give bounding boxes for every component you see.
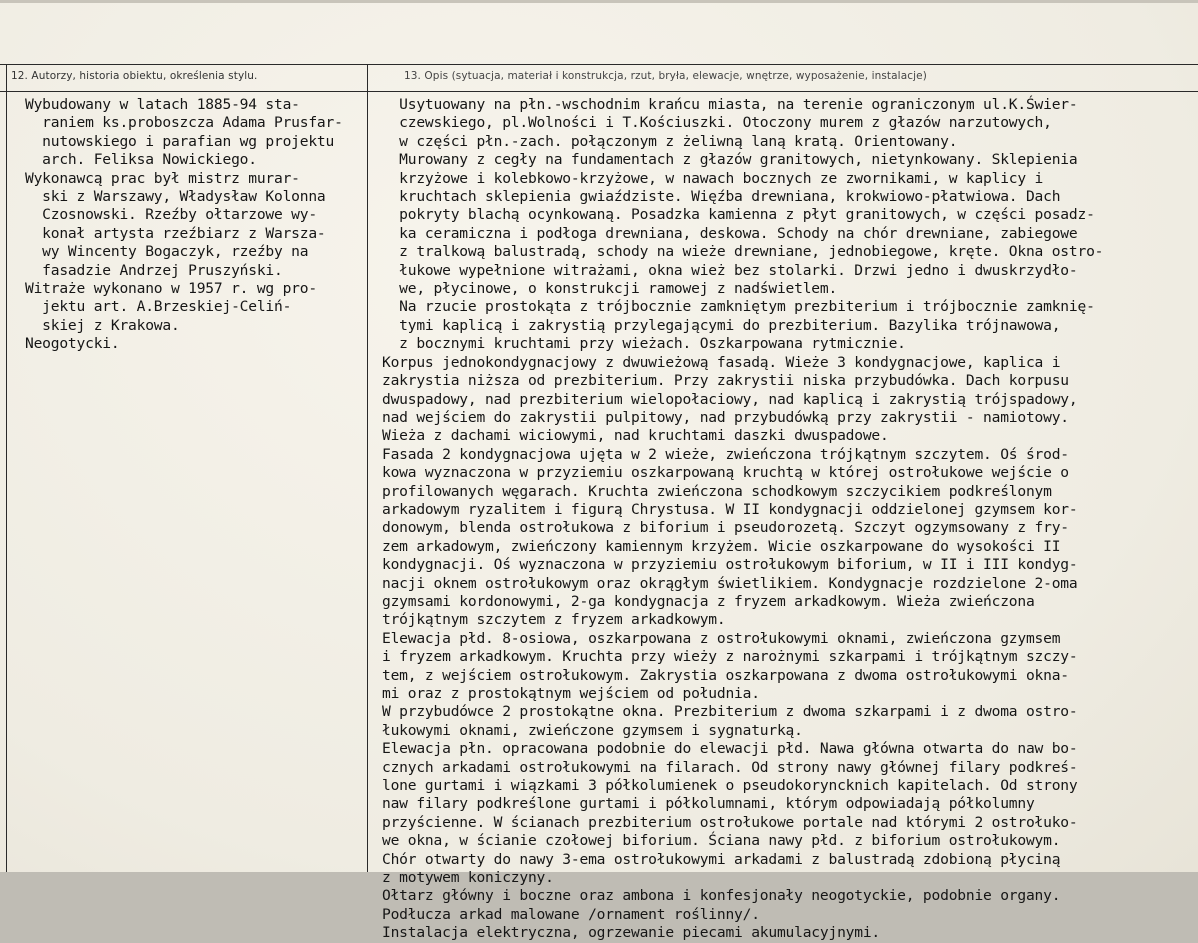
left-border-rule bbox=[6, 64, 7, 872]
description-line: cznych arkadami ostrołukowymi na filarach. Od strony nawy głównej filary podkreś- bbox=[382, 758, 1078, 776]
description-line: z motywem koniczyny. bbox=[382, 869, 554, 887]
description-line: Chór otwarty do nawy 3-ema ostrołukowymi arkadami z balustradą zdobioną płyciną bbox=[382, 850, 1061, 868]
description-line: zem arkadowym, zwieńczony kamiennym krzyżem. Wicie oszkarpowane do wysokości II bbox=[382, 537, 1061, 555]
description-line: nad wejściem do zakrystii pulpitowy, nad przybudówką przy zakrystii - namiotowy. bbox=[382, 408, 1069, 426]
description-line: kowa wyznaczona w przyziemiu oszkarpowaną kruchtą w której ostrołukowe wejście o bbox=[382, 464, 1069, 482]
description-line: Korpus jednokondygnacjowy z dwuwieżową fasadą. Wieże 3 kondygnacjowe, kaplica i bbox=[382, 353, 1061, 371]
description-line: gzymsami kordonowymi, 2-ga kondygnacja z fryzem arkadkowym. Wieża zwieńczona bbox=[382, 592, 1035, 610]
description-line: zakrystia niższa od prezbiterium. Przy zakrystii niska przybudówka. Dach korpusu bbox=[382, 372, 1069, 390]
description-line: lone gurtami i wiązkami 3 półkolumienek o pseudokoryncknich kapitelach. Od strony bbox=[382, 777, 1078, 795]
description-line: Usytuowany na płn.-wschodnim krańcu miasta, na terenie ograniczonym ul.K.Świer- bbox=[382, 96, 1078, 113]
history-line: Wykonawcą prac był mistrz murar- bbox=[25, 169, 300, 187]
description-line: tem, z wejściem ostrołukowym. Zakrystia oszkarpowana z dwoma ostrołukowymi okna- bbox=[382, 666, 1069, 684]
header-bottom-rule bbox=[0, 91, 1198, 92]
description-line: łukowe wypełnione witrażami, okna wież bez stolarki. Drzwi jedno i dwuskrzydło- bbox=[382, 261, 1078, 279]
description-line: profilowanych węgarach. Kruchta zwieńczona schodkowym szczycikiem podkreślonym bbox=[382, 482, 1052, 500]
description-line: tymi kaplicą i zakrystią przylegającymi do prezbiterium. Bazylika trójnawowa, bbox=[382, 316, 1061, 334]
description-line: we, płycinowe, o konstrukcji ramowej z nadświetlem. bbox=[382, 280, 838, 298]
history-line: fasadzie Andrzej Pruszyński. bbox=[25, 261, 283, 279]
description-line: w części płn.-zach. połączonym z żeliwną laną kratą. Orientowany. bbox=[382, 132, 958, 150]
description-line: donowym, blenda ostrołukowa z biforium i pseudorozetą. Szczyt ogzymsowany z fry- bbox=[382, 519, 1069, 537]
description-line: Fasada 2 kondygnacjowa ujęta w 2 wieże, zwieńczona trójkątnym szczytem. Oś środ- bbox=[382, 445, 1069, 463]
description-line: naw filary podkreślone gurtami i półkolumnami, którym odpowiadają półkolumny bbox=[382, 795, 1035, 813]
history-line: skiej z Krakowa. bbox=[25, 316, 180, 334]
description-line: z tralkową balustradą, schody na wieże drewniane, jednobiegowe, kręte. Okna ostro- bbox=[382, 243, 1104, 261]
description-line: Na rzucie prostokąta z trójbocznie zamkniętym prezbiterium i trójbocznie zamknię- bbox=[382, 298, 1095, 316]
description-line: ka ceramiczna i podłoga drewniana, deskowa. Schody na chór drewniane, zabiegowe bbox=[382, 224, 1078, 242]
description-line: arkadowym ryzalitem i figurą Chrystusa. W II kondygnacji oddzielonej gzymsem kor- bbox=[382, 500, 1078, 518]
description-line: Ołtarz główny i boczne oraz ambona i konfesjonały neogotyckie, podobnie organy. bbox=[382, 887, 1061, 905]
description-line: przyścienne. W ścianach prezbiterium ostrołukowe portale nad którymi 2 ostrołuko- bbox=[382, 813, 1078, 831]
section-13-header: 13. Opis (sytuacja, materiał i konstrukcja, rzut, bryła, elewacje, wnętrze, wyposażenie, instalacje) bbox=[404, 70, 927, 82]
description-line: czewskiego, pl.Wolności i T.Kościuszki. Otoczony murem z głazów narzutowych, bbox=[382, 114, 1052, 132]
history-line: jektu art. A.Brzeskiej-Celiń- bbox=[25, 298, 292, 316]
history-line: konał artysta rzeźbiarz z Warsza- bbox=[25, 224, 326, 242]
description-column bbox=[382, 96, 1103, 943]
description-line: krzyżowe i kolebkowo-krzyżowe, w nawach bocznych ze zwornikami, w kaplicy i bbox=[382, 169, 1044, 187]
history-line: wy Wincenty Bogaczyk, rzeźby na bbox=[25, 243, 309, 261]
description-line: dwuspadowy, nad prezbiterium wielopołaciowy, nad kaplicą i zakrystią trójspadowy, bbox=[382, 390, 1078, 408]
column-divider-rule bbox=[367, 64, 368, 872]
sheet-top-edge bbox=[0, 0, 1198, 3]
history-line: nutowskiego i parafian wg projektu bbox=[25, 132, 335, 150]
description-line: we okna, w ścianie czołowej biforium. Ściana nawy płd. z biforium ostrołukowym. bbox=[382, 832, 1061, 850]
history-line: arch. Feliksa Nowickiego. bbox=[25, 151, 257, 169]
history-line: Neogotycki. bbox=[25, 335, 120, 353]
history-line: raniem ks.proboszcza Adama Prusfar- bbox=[25, 114, 343, 132]
description-line: Elewacja płd. 8-osiowa, oszkarpowana z ostrołukowymi oknami, zwieńczona gzymsem bbox=[382, 629, 1061, 647]
history-column bbox=[25, 96, 343, 354]
description-line: nacji oknem ostrołukowym oraz okrągłym świetlikiem. Kondygnacje rozdzielone 2-oma bbox=[382, 574, 1078, 592]
description-line: W przybudówce 2 prostokątne okna. Prezbiterium z dwoma szkarpami i z dwoma ostro- bbox=[382, 703, 1078, 721]
description-line: i fryzem arkadkowym. Kruchta przy wieży z narożnymi szkarpami i trójkątnym szczy- bbox=[382, 648, 1078, 666]
description-line: Wieża z dachami wiciowymi, nad kruchtami daszki dwuspadowe. bbox=[382, 427, 889, 445]
history-line: Wybudowany w latach 1885-94 sta- bbox=[25, 96, 300, 113]
description-line: kondygnacji. Oś wyznaczona w przyziemiu ostrołukowym biforium, w II i III kondyg- bbox=[382, 556, 1078, 574]
description-line: Podłucza arkad malowane /ornament roślinny/. bbox=[382, 905, 760, 923]
history-line: ski z Warszawy, Władysław Kolonna bbox=[25, 188, 326, 206]
description-line: łukowymi oknami, zwieńczone gzymsem i sygnaturką. bbox=[382, 721, 803, 739]
description-line: Murowany z cegły na fundamentach z głazów granitowych, nietynkowany. Sklepienia bbox=[382, 151, 1078, 169]
history-line: Czosnowski. Rzeźby ołtarzowe wy- bbox=[25, 206, 317, 224]
section-12-header: 12. Autorzy, historia obiektu, określenia stylu. bbox=[11, 70, 258, 82]
description-line: kruchtach sklepienia gwiaździste. Więźba drewniana, krokwiowo-płatwiowa. Dach bbox=[382, 188, 1061, 206]
header-top-rule bbox=[0, 64, 1198, 65]
history-line: Witraże wykonano w 1957 r. wg pro- bbox=[25, 280, 317, 298]
description-line: Instalacja elektryczna, ogrzewanie piecami akumulacyjnymi. bbox=[382, 924, 880, 942]
description-line: mi oraz z prostokątnym wejściem od południa. bbox=[382, 685, 760, 702]
description-line: z bocznymi kruchtami przy wieżach. Oszkarpowana rytmicznie. bbox=[382, 335, 906, 353]
description-line: Elewacja płn. opracowana podobnie do elewacji płd. Nawa główna otwarta do naw bo- bbox=[382, 740, 1078, 758]
description-line: trójkątnym szczytem z fryzem arkadkowym. bbox=[382, 611, 726, 629]
description-line: pokryty blachą ocynkowaną. Posadzka kamienna z płyt granitowych, w części posadz- bbox=[382, 206, 1095, 224]
